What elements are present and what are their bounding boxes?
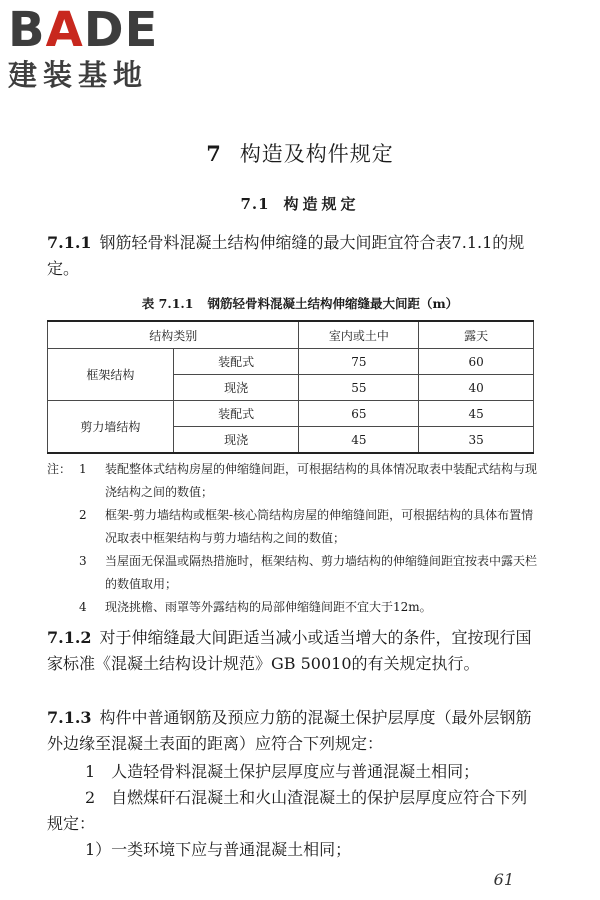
- table-caption: 表 7.1.1 钢筋轻骨料混凝土结构伸缩缝最大间距（m）: [141, 296, 459, 311]
- outdoor-value: 35: [419, 427, 534, 454]
- note-item: 3 当屋面无保温或隔热措施时，框架结构、剪力墙结构的伸缩缝间距宜按表中露天栏的数值取用；: [79, 554, 538, 591]
- indoor-value: 45: [299, 427, 419, 454]
- header-structure-type: 结构类别: [48, 321, 299, 349]
- note-item: 2 框架-剪力墙结构或框架-核心筒结构房屋的伸缩缝间距，可根据结构的具体布置情况取表中框架结构与剪力墙结构之间的数值；: [79, 508, 534, 545]
- header-indoor: 室内或土中: [299, 321, 419, 349]
- list-item-1: 1 人造轻骨料混凝土保护层厚度应与普通混凝土相同；: [85, 762, 480, 781]
- section-title: 7.1 构造规定: [240, 195, 360, 213]
- logo-subtitle: 建装基地: [8, 58, 149, 92]
- note-item: 注： 1 装配整体式结构房屋的伸缩缝间距，可根据结构的具体情况取表中装配式结构与现浇结构之间的数值；: [47, 458, 537, 503]
- note-item: 4 现浇挑檐、雨罩等外露结构的局部伸缩缝间距不宜大于12m。: [79, 600, 432, 614]
- page-number: 61: [493, 870, 514, 889]
- construction-method: 现浇: [173, 375, 299, 401]
- construction-method: 装配式: [173, 349, 299, 375]
- clause-7-1-2: 7.1.2 对于伸缩缝最大间距适当减小或适当增大的条件，宜按现行国家标准《混凝土结构设计规范》GB 50010的有关规定执行。: [47, 628, 532, 673]
- indoor-value: 55: [299, 375, 419, 401]
- outdoor-value: 45: [419, 401, 534, 427]
- list-item-2-1: 1）一类环境下应与普通混凝土相同；: [85, 840, 352, 859]
- logo: [8, 4, 158, 92]
- table-row: [48, 401, 534, 427]
- table-row: [48, 349, 534, 375]
- table-header-row: [48, 321, 534, 349]
- indoor-value: 65: [299, 401, 419, 427]
- construction-method: 装配式: [173, 401, 299, 427]
- indoor-value: 75: [299, 349, 419, 375]
- group-name: 框架结构: [48, 349, 174, 401]
- header-outdoor: 露天: [419, 321, 534, 349]
- notes-label: 注：: [47, 462, 72, 476]
- logo-mark: BADE: [8, 2, 159, 58]
- clause-7-1-1: 7.1.1 钢筋轻骨料混凝土结构伸缩缝的最大间距宜符合表7.1.1的规定。: [47, 233, 525, 278]
- list-item-2: 2 自燃煤矸石混凝土和火山渣混凝土的保护层厚度应符合下列规定：: [47, 788, 528, 833]
- chapter-title: 7 构造及构件规定: [206, 141, 394, 166]
- outdoor-value: 60: [419, 349, 534, 375]
- table-notes: [47, 458, 537, 620]
- clause-7-1-3: 7.1.3 构件中普通钢筋及预应力筋的混凝土保护层厚度（最外层钢筋外边缘至混凝土表面的距离）应符合下列规定：: [47, 708, 532, 753]
- group-name: 剪力墙结构: [48, 401, 174, 454]
- expansion-joint-table: [47, 320, 534, 454]
- construction-method: 现浇: [173, 427, 299, 454]
- outdoor-value: 40: [419, 375, 534, 401]
